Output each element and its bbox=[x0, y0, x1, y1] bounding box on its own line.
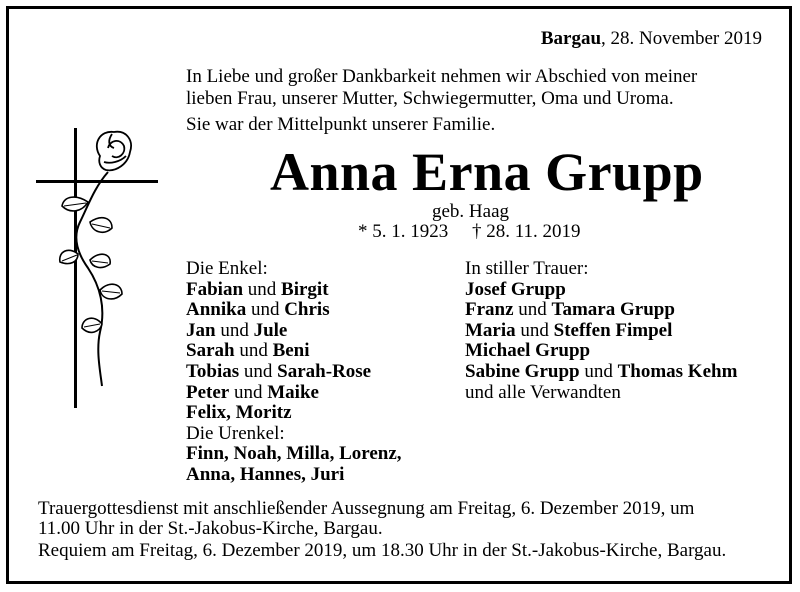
conjunction: und bbox=[246, 299, 285, 321]
conjunction: und bbox=[513, 299, 552, 321]
deceased-name: Anna Erna Grupp bbox=[270, 142, 704, 202]
person-name: Jan bbox=[186, 319, 216, 341]
person-name: Beni bbox=[272, 340, 310, 362]
mourner-row bbox=[465, 280, 737, 301]
person-name: Peter bbox=[186, 381, 230, 403]
conjunction: und bbox=[229, 381, 268, 403]
conjunction: und bbox=[515, 319, 554, 341]
mourner-row bbox=[465, 362, 737, 383]
person-name: Sarah bbox=[186, 340, 235, 362]
birth-date: * 5. 1. 1923 bbox=[358, 221, 449, 242]
person-name: Chris bbox=[284, 299, 330, 321]
person-name: Josef Grupp bbox=[465, 278, 566, 300]
grandchildren-heading: Die Enkel: bbox=[186, 258, 268, 279]
mourner-row bbox=[465, 321, 737, 342]
left-column bbox=[186, 259, 402, 486]
person-name: Fabian bbox=[186, 278, 244, 300]
person-name: Steffen Fimpel bbox=[553, 319, 673, 341]
person-name: Sarah-Rose bbox=[277, 360, 372, 382]
footer-line-2: 11.00 Uhr in der St.-Jakobus-Kirche, Bargau. bbox=[38, 518, 383, 539]
conjunction: und bbox=[234, 340, 273, 362]
mourner-row bbox=[465, 300, 737, 321]
mourners-closing: und alle Verwandten bbox=[465, 381, 621, 403]
person-name: Thomas Kehm bbox=[617, 360, 738, 382]
grandchild-row bbox=[186, 362, 402, 383]
place: Bargau bbox=[540, 28, 602, 49]
grandchildren-list bbox=[186, 280, 402, 424]
grandchild-row bbox=[186, 383, 402, 404]
cross-with-rose-icon bbox=[30, 118, 170, 418]
mourners-heading: In stiller Trauer: bbox=[465, 258, 589, 279]
grandchild-row bbox=[186, 280, 402, 301]
date: , 28. November 2019 bbox=[601, 28, 762, 49]
conjunction: und bbox=[215, 319, 254, 341]
intro-line-3: Sie war der Mittelpunkt unserer Familie. bbox=[186, 114, 496, 135]
person-name: Felix, Moritz bbox=[186, 402, 292, 424]
footer-line-1: Trauergottesdienst mit anschließender Aussegnung am Freitag, 6. Dezember 2019, um bbox=[38, 498, 695, 519]
mourners-list bbox=[465, 280, 737, 383]
grandchild-row bbox=[186, 403, 402, 424]
great-grandchildren-row: Finn, Noah, Milla, Lorenz, bbox=[186, 443, 402, 465]
conjunction: und bbox=[243, 278, 282, 300]
footer-line-3: Requiem am Freitag, 6. Dezember 2019, um 18.30 Uhr in der St.-Jakobus-Kirche, Bargau. bbox=[38, 540, 727, 561]
grandchild-row bbox=[186, 321, 402, 342]
great-grandchildren-heading: Die Urenkel: bbox=[186, 422, 285, 444]
grandchild-row bbox=[186, 300, 402, 321]
person-name: Tobias bbox=[186, 360, 240, 382]
person-name: Tamara Grupp bbox=[551, 299, 675, 321]
intro-line-2: lieben Frau, unserer Mutter, Schwiegermutter, Oma und Uroma. bbox=[186, 88, 674, 109]
place-date bbox=[541, 28, 762, 50]
person-name: Franz bbox=[465, 299, 514, 321]
person-name: Annika bbox=[186, 299, 247, 321]
great-grandchildren-list bbox=[186, 444, 402, 485]
person-name: Sabine Grupp bbox=[465, 360, 580, 382]
grandchild-row bbox=[186, 341, 402, 362]
conjunction: und bbox=[239, 360, 278, 382]
intro-line-1: In Liebe und großer Dankbarkeit nehmen wir Abschied von meiner bbox=[186, 66, 698, 87]
person-name: Maria bbox=[465, 319, 516, 341]
birth-name: geb. Haag bbox=[432, 201, 510, 222]
conjunction: und bbox=[579, 360, 618, 382]
mourner-row bbox=[465, 341, 737, 362]
person-name: Michael Grupp bbox=[465, 340, 591, 362]
person-name: Maike bbox=[267, 381, 319, 403]
person-name: Birgit bbox=[281, 278, 329, 300]
great-grandchildren-row: Anna, Hannes, Juri bbox=[186, 463, 345, 485]
right-column bbox=[465, 259, 737, 403]
person-name: Jule bbox=[253, 319, 288, 341]
death-date: † 28. 11. 2019 bbox=[472, 221, 581, 242]
